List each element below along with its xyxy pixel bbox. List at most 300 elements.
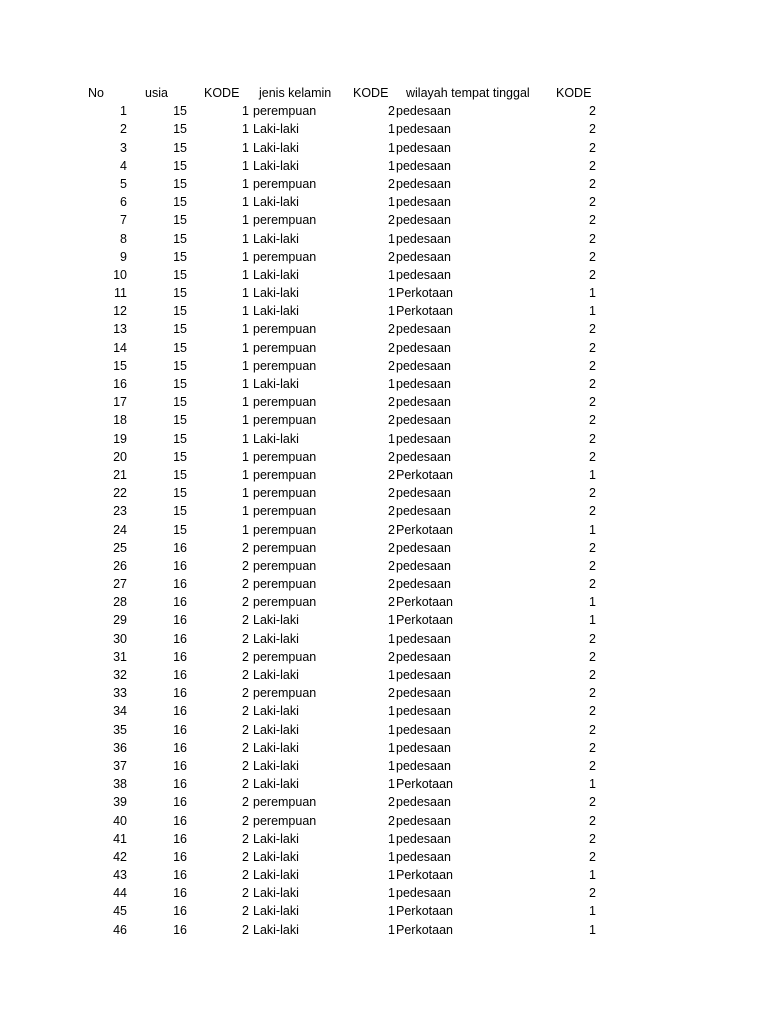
table-row: [0, 175, 768, 193]
cell-jenis-kelamin: perempuan: [253, 176, 317, 191]
cell-kode-jenis: 2: [388, 467, 395, 482]
cell-kode-jenis: 1: [388, 904, 395, 919]
cell-kode-usia: 2: [242, 740, 249, 755]
cell-wilayah: pedesaan: [396, 377, 451, 391]
cell-no: 20: [113, 449, 127, 464]
cell-no: 12: [113, 304, 127, 319]
cell-wilayah: pedesaan: [396, 104, 451, 119]
cell-usia: 15: [173, 267, 187, 282]
cell-no: 19: [113, 431, 127, 446]
cell-wilayah: Perkotaan: [396, 304, 453, 319]
table-row: [0, 320, 768, 338]
cell-kode-jenis: 1: [388, 868, 395, 883]
cell-no: 9: [120, 249, 127, 264]
table-row: [0, 339, 768, 357]
cell-no: 7: [120, 213, 127, 228]
cell-kode-jenis: 2: [388, 322, 395, 337]
cell-kode-wilayah: 2: [589, 831, 596, 846]
cell-wilayah: Perkotaan: [396, 904, 453, 919]
cell-wilayah: pedesaan: [396, 704, 451, 719]
cell-kode-usia: 1: [242, 104, 249, 119]
cell-wilayah: Perkotaan: [396, 286, 453, 301]
cell-usia: 16: [173, 831, 187, 846]
cell-usia: 15: [173, 322, 187, 337]
cell-jenis-kelamin: perempuan: [253, 486, 317, 501]
cell-usia: 16: [173, 668, 187, 682]
cell-no: 42: [113, 849, 127, 864]
cell-wilayah: pedesaan: [396, 813, 451, 828]
cell-kode-usia: 1: [242, 122, 249, 137]
cell-kode-jenis: 1: [388, 886, 395, 901]
cell-usia: 15: [173, 158, 187, 173]
cell-kode-jenis: 1: [388, 140, 395, 155]
cell-kode-wilayah: 2: [589, 758, 596, 773]
cell-kode-wilayah: 2: [589, 249, 596, 264]
cell-wilayah: pedesaan: [396, 686, 451, 701]
cell-jenis-kelamin: perempuan: [253, 813, 317, 828]
cell-no: 17: [113, 395, 127, 410]
cell-kode-usia: 1: [242, 304, 249, 319]
cell-wilayah: pedesaan: [396, 740, 451, 755]
cell-kode-wilayah: 2: [589, 577, 596, 592]
cell-jenis-kelamin: Laki-laki: [253, 758, 299, 773]
cell-jenis-kelamin: perempuan: [253, 522, 317, 537]
table-row: [0, 793, 768, 811]
cell-kode-wilayah: 2: [589, 431, 596, 446]
cell-jenis-kelamin: perempuan: [253, 686, 317, 701]
table-row: [0, 266, 768, 284]
cell-wilayah: pedesaan: [396, 122, 451, 137]
header-no: No: [88, 86, 104, 100]
table-row: [0, 102, 768, 120]
cell-jenis-kelamin: Laki-laki: [253, 267, 299, 282]
cell-wilayah: pedesaan: [396, 413, 451, 428]
cell-kode-jenis: 2: [388, 558, 395, 573]
cell-kode-usia: 2: [242, 540, 249, 555]
cell-jenis-kelamin: Laki-laki: [253, 668, 299, 682]
table-row: [0, 411, 768, 429]
cell-usia: 15: [173, 231, 187, 246]
cell-kode-jenis: 1: [388, 849, 395, 864]
table-row: [0, 466, 768, 484]
cell-jenis-kelamin: perempuan: [253, 104, 317, 119]
cell-jenis-kelamin: perempuan: [253, 358, 317, 373]
table-row: [0, 775, 768, 793]
cell-kode-wilayah: 2: [589, 122, 596, 137]
cell-no: 43: [113, 868, 127, 883]
cell-usia: 16: [173, 795, 187, 810]
cell-kode-jenis: 1: [388, 613, 395, 628]
cell-no: 27: [113, 577, 127, 592]
cell-jenis-kelamin: perempuan: [253, 413, 317, 428]
cell-kode-wilayah: 2: [589, 195, 596, 210]
cell-kode-jenis: 2: [388, 340, 395, 355]
cell-no: 14: [113, 340, 127, 355]
cell-jenis-kelamin: perempuan: [253, 213, 317, 228]
table-row: [0, 502, 768, 520]
cell-kode-wilayah: 1: [589, 467, 596, 482]
cell-wilayah: pedesaan: [396, 231, 451, 246]
table-row: [0, 357, 768, 375]
cell-jenis-kelamin: Laki-laki: [253, 922, 299, 937]
cell-kode-wilayah: 1: [589, 286, 596, 301]
cell-kode-wilayah: 1: [589, 904, 596, 919]
cell-usia: 16: [173, 740, 187, 755]
cell-kode-wilayah: 2: [589, 104, 596, 119]
cell-wilayah: pedesaan: [396, 267, 451, 282]
cell-usia: 15: [173, 358, 187, 373]
table-row: [0, 866, 768, 884]
cell-kode-wilayah: 2: [589, 631, 596, 646]
cell-wilayah: pedesaan: [396, 849, 451, 864]
cell-no: 36: [113, 740, 127, 755]
cell-wilayah: Perkotaan: [396, 922, 453, 937]
cell-no: 25: [113, 540, 127, 555]
cell-wilayah: pedesaan: [396, 504, 451, 519]
cell-jenis-kelamin: Laki-laki: [253, 158, 299, 173]
cell-wilayah: pedesaan: [396, 631, 451, 646]
cell-kode-wilayah: 1: [589, 522, 596, 537]
cell-wilayah: pedesaan: [396, 577, 451, 592]
cell-jenis-kelamin: Laki-laki: [253, 849, 299, 864]
cell-no: 24: [113, 522, 127, 537]
cell-no: 35: [113, 722, 127, 737]
cell-kode-jenis: 1: [388, 831, 395, 846]
cell-usia: 16: [173, 758, 187, 773]
table-header-row: [0, 84, 768, 102]
cell-no: 29: [113, 613, 127, 628]
cell-usia: 15: [173, 486, 187, 501]
cell-kode-jenis: 2: [388, 413, 395, 428]
cell-kode-usia: 1: [242, 486, 249, 501]
cell-kode-usia: 2: [242, 595, 249, 610]
cell-jenis-kelamin: perempuan: [253, 540, 317, 555]
cell-usia: 15: [173, 122, 187, 137]
cell-kode-wilayah: 1: [589, 868, 596, 883]
cell-kode-usia: 1: [242, 504, 249, 519]
cell-no: 38: [113, 777, 127, 792]
cell-kode-jenis: 1: [388, 286, 395, 301]
cell-usia: 16: [173, 904, 187, 919]
cell-kode-wilayah: 2: [589, 140, 596, 155]
cell-usia: 16: [173, 686, 187, 701]
cell-kode-usia: 1: [242, 231, 249, 246]
cell-kode-wilayah: 2: [589, 540, 596, 555]
cell-usia: 15: [173, 213, 187, 228]
cell-jenis-kelamin: perempuan: [253, 467, 317, 482]
cell-usia: 16: [173, 868, 187, 883]
cell-kode-usia: 2: [242, 831, 249, 846]
cell-no: 28: [113, 595, 127, 610]
cell-kode-jenis: 1: [388, 158, 395, 173]
cell-wilayah: pedesaan: [396, 249, 451, 264]
cell-kode-jenis: 2: [388, 104, 395, 119]
cell-no: 6: [120, 195, 127, 210]
cell-usia: 15: [173, 286, 187, 301]
cell-wilayah: pedesaan: [396, 486, 451, 501]
table-row: [0, 739, 768, 757]
cell-kode-usia: 1: [242, 195, 249, 210]
table-row: [0, 611, 768, 629]
cell-kode-jenis: 2: [388, 504, 395, 519]
cell-wilayah: pedesaan: [396, 758, 451, 773]
cell-usia: 15: [173, 377, 187, 391]
cell-kode-usia: 2: [242, 904, 249, 919]
cell-usia: 16: [173, 777, 187, 792]
cell-kode-jenis: 1: [388, 668, 395, 682]
cell-kode-wilayah: 2: [589, 886, 596, 901]
header-wilayah: wilayah tempat tinggal: [406, 86, 530, 100]
cell-kode-jenis: 2: [388, 358, 395, 373]
cell-kode-usia: 2: [242, 922, 249, 937]
cell-kode-jenis: 1: [388, 431, 395, 446]
table-row: [0, 921, 768, 939]
table-row: [0, 702, 768, 720]
cell-no: 30: [113, 631, 127, 646]
cell-no: 31: [113, 649, 127, 664]
table-row: [0, 648, 768, 666]
cell-kode-jenis: 1: [388, 922, 395, 937]
cell-wilayah: pedesaan: [396, 649, 451, 664]
cell-wilayah: pedesaan: [396, 340, 451, 355]
cell-wilayah: pedesaan: [396, 158, 451, 173]
cell-kode-usia: 1: [242, 140, 249, 155]
cell-jenis-kelamin: perempuan: [253, 249, 317, 264]
cell-kode-usia: 1: [242, 267, 249, 282]
table-row: [0, 830, 768, 848]
cell-usia: 16: [173, 577, 187, 592]
cell-kode-wilayah: 2: [589, 795, 596, 810]
cell-kode-wilayah: 2: [589, 413, 596, 428]
cell-jenis-kelamin: Laki-laki: [253, 704, 299, 719]
cell-wilayah: Perkotaan: [396, 613, 453, 628]
cell-wilayah: pedesaan: [396, 668, 451, 682]
cell-kode-usia: 1: [242, 358, 249, 373]
cell-jenis-kelamin: perempuan: [253, 795, 317, 810]
cell-kode-jenis: 2: [388, 486, 395, 501]
cell-no: 5: [120, 176, 127, 191]
cell-wilayah: pedesaan: [396, 195, 451, 210]
table-row: [0, 902, 768, 920]
cell-jenis-kelamin: Laki-laki: [253, 613, 299, 628]
table-row: [0, 211, 768, 229]
header-kode-jenis: KODE: [353, 86, 389, 100]
cell-kode-jenis: 1: [388, 722, 395, 737]
cell-no: 44: [113, 886, 127, 901]
cell-jenis-kelamin: Laki-laki: [253, 886, 299, 901]
cell-kode-usia: 1: [242, 467, 249, 482]
table-body: [0, 102, 768, 939]
cell-wilayah: pedesaan: [396, 395, 451, 410]
cell-jenis-kelamin: Laki-laki: [253, 740, 299, 755]
cell-kode-usia: 2: [242, 777, 249, 792]
cell-wilayah: pedesaan: [396, 449, 451, 464]
cell-kode-usia: 2: [242, 868, 249, 883]
cell-kode-usia: 2: [242, 577, 249, 592]
cell-usia: 15: [173, 467, 187, 482]
cell-kode-usia: 1: [242, 522, 249, 537]
cell-kode-wilayah: 2: [589, 722, 596, 737]
header-usia: usia: [145, 86, 168, 100]
cell-usia: 16: [173, 595, 187, 610]
cell-kode-wilayah: 2: [589, 504, 596, 519]
table-row: [0, 157, 768, 175]
cell-usia: 15: [173, 304, 187, 319]
cell-kode-jenis: 2: [388, 213, 395, 228]
cell-usia: 15: [173, 249, 187, 264]
cell-kode-wilayah: 2: [589, 558, 596, 573]
cell-wilayah: pedesaan: [396, 176, 451, 191]
cell-usia: 15: [173, 504, 187, 519]
cell-kode-jenis: 2: [388, 686, 395, 701]
cell-usia: 16: [173, 540, 187, 555]
cell-kode-usia: 2: [242, 649, 249, 664]
cell-wilayah: Perkotaan: [396, 777, 453, 792]
cell-jenis-kelamin: Laki-laki: [253, 231, 299, 246]
cell-kode-jenis: 2: [388, 449, 395, 464]
cell-no: 1: [120, 104, 127, 119]
cell-jenis-kelamin: Laki-laki: [253, 122, 299, 137]
cell-kode-usia: 1: [242, 286, 249, 301]
cell-wilayah: Perkotaan: [396, 467, 453, 482]
cell-usia: 16: [173, 613, 187, 628]
cell-kode-wilayah: 2: [589, 813, 596, 828]
cell-no: 13: [113, 322, 127, 337]
cell-kode-wilayah: 2: [589, 704, 596, 719]
cell-kode-jenis: 1: [388, 122, 395, 137]
cell-jenis-kelamin: Laki-laki: [253, 431, 299, 446]
cell-usia: 16: [173, 704, 187, 719]
cell-kode-wilayah: 2: [589, 340, 596, 355]
cell-usia: 15: [173, 140, 187, 155]
cell-kode-jenis: 1: [388, 777, 395, 792]
cell-usia: 16: [173, 722, 187, 737]
cell-kode-wilayah: 1: [589, 304, 596, 319]
cell-kode-usia: 2: [242, 849, 249, 864]
cell-usia: 16: [173, 649, 187, 664]
cell-kode-usia: 1: [242, 431, 249, 446]
cell-kode-usia: 1: [242, 395, 249, 410]
cell-no: 46: [113, 922, 127, 937]
cell-jenis-kelamin: Laki-laki: [253, 904, 299, 919]
cell-jenis-kelamin: perempuan: [253, 558, 317, 573]
header-kode-wilayah: KODE: [556, 86, 592, 100]
cell-kode-jenis: 2: [388, 522, 395, 537]
cell-usia: 15: [173, 395, 187, 410]
cell-jenis-kelamin: Laki-laki: [253, 777, 299, 792]
table-row: [0, 193, 768, 211]
cell-kode-wilayah: 2: [589, 649, 596, 664]
table-row: [0, 884, 768, 902]
cell-kode-wilayah: 2: [589, 395, 596, 410]
table-row: [0, 448, 768, 466]
cell-usia: 15: [173, 104, 187, 119]
cell-kode-jenis: 1: [388, 231, 395, 246]
cell-no: 15: [113, 358, 127, 373]
cell-no: 23: [113, 504, 127, 519]
cell-wilayah: pedesaan: [396, 140, 451, 155]
cell-kode-usia: 2: [242, 813, 249, 828]
cell-kode-usia: 2: [242, 722, 249, 737]
table-row: [0, 302, 768, 320]
cell-no: 18: [113, 413, 127, 428]
cell-kode-usia: 1: [242, 213, 249, 228]
cell-wilayah: pedesaan: [396, 431, 451, 446]
cell-kode-jenis: 2: [388, 577, 395, 592]
cell-kode-usia: 2: [242, 886, 249, 901]
cell-jenis-kelamin: Laki-laki: [253, 304, 299, 319]
cell-kode-wilayah: 2: [589, 158, 596, 173]
cell-jenis-kelamin: Laki-laki: [253, 195, 299, 210]
cell-jenis-kelamin: Laki-laki: [253, 831, 299, 846]
cell-no: 10: [113, 267, 127, 282]
cell-no: 40: [113, 813, 127, 828]
cell-kode-wilayah: 1: [589, 613, 596, 628]
cell-kode-usia: 1: [242, 249, 249, 264]
cell-kode-wilayah: 2: [589, 668, 596, 682]
cell-kode-wilayah: 2: [589, 231, 596, 246]
cell-kode-jenis: 1: [388, 267, 395, 282]
cell-kode-usia: 2: [242, 631, 249, 646]
data-table: [0, 84, 768, 939]
cell-wilayah: pedesaan: [396, 358, 451, 373]
cell-kode-wilayah: 2: [589, 358, 596, 373]
cell-usia: 15: [173, 522, 187, 537]
cell-kode-usia: 1: [242, 449, 249, 464]
cell-kode-jenis: 2: [388, 813, 395, 828]
table-row: [0, 812, 768, 830]
cell-kode-usia: 1: [242, 340, 249, 355]
cell-kode-wilayah: 2: [589, 486, 596, 501]
cell-wilayah: Perkotaan: [396, 595, 453, 610]
cell-kode-usia: 1: [242, 413, 249, 428]
cell-kode-wilayah: 1: [589, 595, 596, 610]
cell-jenis-kelamin: Laki-laki: [253, 631, 299, 646]
cell-kode-usia: 2: [242, 686, 249, 701]
header-jenis-kelamin: jenis kelamin: [259, 86, 332, 100]
table-row: [0, 757, 768, 775]
cell-kode-usia: 2: [242, 795, 249, 810]
cell-kode-wilayah: 2: [589, 449, 596, 464]
cell-kode-jenis: 1: [388, 304, 395, 319]
cell-kode-wilayah: 2: [589, 686, 596, 701]
cell-no: 32: [113, 668, 127, 682]
table-row: [0, 393, 768, 411]
cell-no: 37: [113, 758, 127, 773]
cell-usia: 15: [173, 195, 187, 210]
cell-no: 26: [113, 558, 127, 573]
cell-usia: 16: [173, 886, 187, 901]
table-row: [0, 557, 768, 575]
cell-kode-jenis: 2: [388, 395, 395, 410]
cell-kode-wilayah: 1: [589, 777, 596, 792]
header-kode-usia: KODE: [204, 86, 240, 100]
cell-jenis-kelamin: Laki-laki: [253, 286, 299, 301]
cell-kode-wilayah: 1: [589, 922, 596, 937]
cell-no: 21: [113, 467, 127, 482]
table-row: [0, 593, 768, 611]
cell-no: 33: [113, 686, 127, 701]
cell-no: 41: [113, 831, 127, 846]
cell-usia: 16: [173, 631, 187, 646]
table-row: [0, 248, 768, 266]
cell-usia: 16: [173, 558, 187, 573]
cell-usia: 15: [173, 431, 187, 446]
cell-usia: 16: [173, 922, 187, 937]
table-row: [0, 375, 768, 393]
cell-usia: 16: [173, 813, 187, 828]
table-row: [0, 430, 768, 448]
